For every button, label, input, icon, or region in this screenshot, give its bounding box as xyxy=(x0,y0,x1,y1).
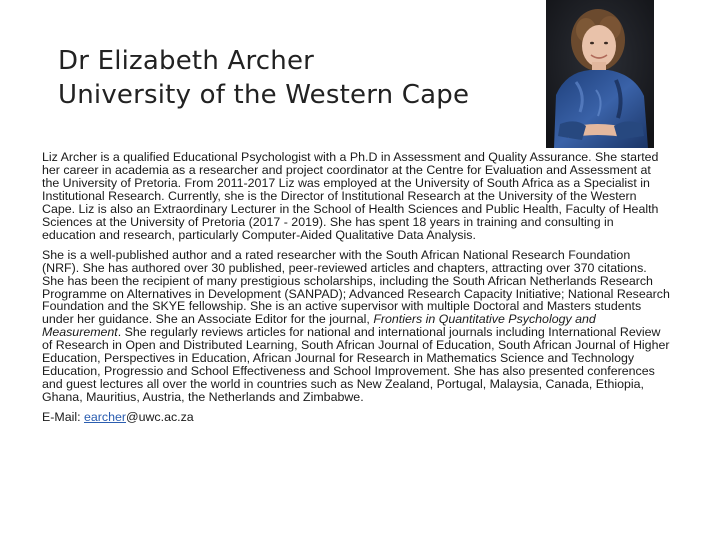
title-name: Dr Elizabeth Archer xyxy=(58,46,315,76)
bio-paragraph-2 xyxy=(42,249,670,404)
email-link[interactable]: earcher xyxy=(84,410,127,425)
slide-title xyxy=(58,44,469,112)
portrait-illustration xyxy=(546,0,654,148)
portrait-photo xyxy=(546,0,654,148)
email-label: E-Mail: xyxy=(42,410,84,425)
title-affiliation: University of the Western Cape xyxy=(58,80,470,110)
email-domain: @uwc.ac.za xyxy=(126,410,194,425)
journal-title: Frontiers in Quantitative Psychology and Measurement xyxy=(42,312,596,340)
bio-paragraph-2-part-b: . She regularly reviews articles for national and international journals including International Review of Research in Open and Distributed Learning, South African Journal of Education, South African Journal of Higher Education, Perspectives in Education, African Journal for Research in Mathematics Science and Technology Education, Progressio and School Effectiveness and School Improvement. She has also presented conferences and guest lectures all over the world in countries such as New Zealand, Portugal, Malaysia, Canada, Ethiopia, Ghana, Mauritius, Austria, the Netherlands and Zimbabwe. xyxy=(42,325,670,405)
face xyxy=(582,25,616,67)
bio-paragraph-2-part-a: She is a well-published author and a rated researcher with the South African National Research Foundation (NRF). She has authored over 30 published, peer-reviewed articles and chapters, attracting over 370 citations. She has been the recipient of many prestigious scholarships, including the South African Netherlands Research Programme on Alternatives in Development (SANPAD); Advanced Research Capacity Initiative; National Research Foundation and the SKYE fellowship. She is an active supervisor with multiple Doctoral and Masters students under her guidance. She an Associate Editor for the journal, xyxy=(42,247,670,327)
bio-paragraph-1: Liz Archer is a qualified Educational Psychologist with a Ph.D in Assessment and Quality Assurance. She started her career in academia as a researcher and project coordinator at the Centre for Evaluation and Assessment at the University of Pretoria. From 2011-2017 Liz was employed at the University of South Africa as a Specialist in Institutional Research. Currently, she is the Director of Institutional Research at the University of the Western Cape. Liz is also an Extraordinary Lecturer in the School of Health Sciences and Public Health, Faculty of Health Sciences at the University of Pretoria (2017 - 2019). She has spent 18 years in training and consulting in education and research, particularly Computer-Aided Qualitative Data Analysis. xyxy=(42,150,659,242)
email-line xyxy=(42,411,670,424)
bio-text xyxy=(42,151,670,431)
